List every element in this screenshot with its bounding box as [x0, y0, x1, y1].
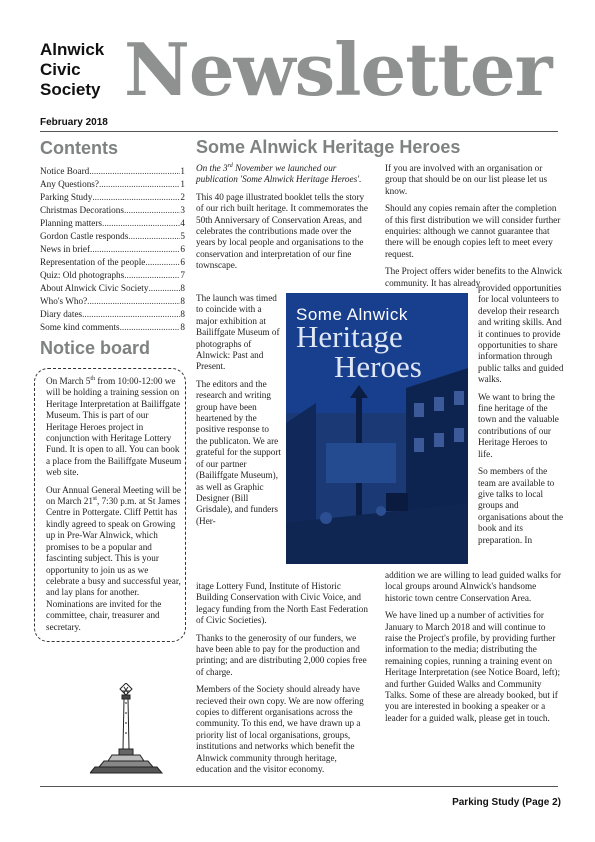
notice-text-span: , 7:30 p.m. at St James Centre in Pottergate. Cliff Pettit has kindly agreed to speak on Growing up in Pre-War Alnwick, which promises to be a popular and fascinting subject. This is your opportunity to join us as we celebrate a busy and successful year, and lay plans for another. Nominations are invited for the committee, chair, treasurer and secretary.	[46, 496, 181, 632]
contents-item-title: Gordon Castle responds	[40, 231, 129, 241]
contents-item[interactable]	[40, 243, 185, 256]
contents-leader-dots	[124, 204, 180, 217]
article-paragraph: The Project offers wider benefits to the Alnwick community. It has already	[385, 266, 563, 288]
contents-leader-dots	[92, 191, 180, 204]
contents-item-title: Planning matters	[40, 218, 103, 228]
article-column-3-narrow	[478, 283, 564, 552]
article-paragraph: addition we are willing to lead guided walks for local groups around Alnwick's handsome historic town centre Conservation Area.	[385, 570, 562, 603]
article-intro-span: On the 3	[196, 163, 228, 173]
cover-title-line: Heritage	[296, 319, 403, 354]
contents-leader-dots	[87, 295, 180, 308]
contents-leader-dots	[124, 269, 180, 282]
notice-text-span: Our Annual General Meeting will be on March 21	[46, 484, 181, 507]
contents-item-page: 8	[180, 322, 185, 332]
article-paragraph: This 40 page illustrated booklet tells the story of our rich built heritage. It commemorates the 50th Anniversary of Conservation Areas, and celebrates the contributions made over the years by local people and organisations to the conservation and interpretation of our fine townscape.	[196, 191, 368, 271]
article-paragraph: We want to bring the fine heritage of the town and the valuable contributions of our Heritage Heroes to life.	[478, 391, 559, 459]
article-column-2-narrow	[196, 293, 282, 533]
contents-item-page: 1	[180, 179, 185, 189]
contents-item-title: Notice Board	[40, 166, 90, 176]
article-column-3-bottom	[385, 570, 565, 730]
contents-leader-dots	[148, 282, 180, 295]
article-paragraph: The editors and the research and writing group have been heartened by the positive response to the publicaton. We are grateful for the support of our partner (Bailiffgate Museum), as well as Graphic Designer (Bill Grisdale), and funders (Her-	[196, 378, 281, 526]
contents-item-page: 2	[180, 192, 185, 202]
contents-item[interactable]	[40, 191, 185, 204]
article-paragraph: Thanks to the generosity of our funders, we have been able to pay for the production and printing; and are distributing 2,000 copies free of charge.	[196, 632, 367, 677]
article-heading: Some Alnwick Heritage Heroes	[196, 137, 461, 157]
contents-item[interactable]	[40, 165, 185, 178]
monument-illustration	[90, 683, 170, 778]
society-name-line: Society	[40, 80, 101, 99]
contents-leader-dots	[89, 165, 180, 178]
contents-item-title: Any Questions?	[40, 179, 99, 189]
contents-item[interactable]	[40, 308, 185, 321]
contents-item[interactable]	[40, 295, 185, 308]
contents-item-page: 8	[180, 283, 185, 293]
issue-date: February 2018	[40, 117, 108, 128]
contents-heading: Contents	[40, 138, 118, 158]
society-name-line: Alnwick	[40, 40, 105, 59]
article-paragraph: itage Lottery Fund, Institute of Historic Building Conservation with Civic Voice, and legacy funding from the North East Federation of Civic Societies).	[196, 581, 368, 626]
contents-item-title: Representation of the people	[40, 257, 146, 267]
contents-leader-dots	[128, 230, 180, 243]
contents-item-title: News in brief	[40, 244, 91, 254]
notice-sup: st	[92, 496, 97, 503]
notice-paragraph	[46, 485, 182, 633]
article-paragraph: provided opportunities for local volunteers to develop their research and writing skills. And it continues to provide opportunities to share information through public talks and guided walks.	[478, 283, 564, 385]
contents-item-title: Parking Study	[40, 192, 93, 202]
article-paragraph: So members of the team are available to give talks to local groups and organisations about the book and its preparation. In	[478, 466, 564, 545]
contents-item-page: 3	[180, 205, 185, 215]
contents-item-title: Diary dates	[40, 309, 83, 319]
contents-item-title: Christmas Decorations	[40, 205, 124, 215]
article-column-2-top	[196, 163, 372, 278]
article-column-3-top	[385, 163, 565, 295]
contents-item[interactable]	[40, 217, 185, 230]
article-paragraph: Members of the Society should already have recieved their own copy. We are now offering copies to different organisations across the community. To this end, we have drawn up a priority list of local organisations, groups, institutions and networks which benefit the Alnwick community through heritage, education and the visitor economy.	[196, 684, 364, 775]
cover-title-line: Some Alnwick	[296, 305, 408, 324]
article-paragraph: We have lined up a number of activities for January to March 2018 and will continue to raise the Project's profile, by providing further information to the media; distributing the remaining copies, running a training event on Heritage Interpretation (see Notice Board, left); and further Guided Walks and Community Talks. Some of these are already booked, but if you are interested in booking a speaker or a leader for a guided walk, please get in touch.	[385, 610, 560, 723]
cover-title-line: Heroes	[334, 349, 422, 384]
contents-item-page: 7	[180, 270, 185, 280]
contents-item-page: 1	[180, 166, 185, 176]
contents-item[interactable]	[40, 230, 185, 243]
contents-leader-dots	[90, 243, 180, 256]
society-name-line: Civic	[40, 60, 81, 79]
contents-item-page: 4	[180, 218, 185, 228]
footer-rule	[40, 786, 558, 787]
contents-leader-dots	[120, 321, 181, 334]
article-intro-span: November we launched our publication 'Some Alnwick Heritage Heroes'.	[196, 163, 362, 185]
contents-item[interactable]	[40, 282, 185, 295]
notice-sup: th	[90, 376, 96, 382]
notice-paragraph	[46, 376, 182, 479]
contents-item-title: About Alnwick Civic Society	[40, 283, 149, 293]
continued-on-link[interactable]: Parking Study (Page 2)	[452, 797, 561, 808]
article-paragraph: If you are involved with an organisation or group that should be on our list please let us know.	[385, 163, 548, 196]
contents-leader-dots	[82, 308, 180, 321]
contents-item-page: 8	[180, 296, 185, 306]
contents-leader-dots	[102, 217, 180, 230]
notice-board-heading: Notice board	[40, 338, 151, 358]
notice-board-text	[46, 376, 182, 639]
contents-leader-dots	[99, 178, 180, 191]
contents-item-page: 5	[180, 231, 185, 241]
contents-leader-dots	[145, 256, 180, 269]
contents-item-page: 6	[180, 244, 185, 254]
society-name	[40, 40, 104, 100]
contents-item[interactable]	[40, 269, 185, 282]
contents-item[interactable]	[40, 256, 185, 269]
article-paragraph: The launch was timed to coincide with a major exhibition at Bailiffgate Museum of photographs of Alnwick: Past and Present.	[196, 293, 280, 372]
contents-item-title: Who's Who?	[40, 296, 88, 306]
notice-text-span: On March 5	[46, 376, 91, 386]
article-paragraph: Should any copies remain after the completion of this first distribution we will consider further enquiries: although we cannot guarantee that there will be enough copies left to meet every request.	[385, 203, 561, 259]
contents-item[interactable]	[40, 178, 185, 191]
contents-list	[40, 165, 185, 334]
contents-item-page: 8	[180, 309, 185, 319]
contents-item-title: Some kind comments	[40, 322, 120, 332]
contents-item[interactable]	[40, 204, 185, 217]
article-intro	[196, 163, 372, 186]
article-column-2-bottom	[196, 581, 372, 782]
contents-item-page: 6	[180, 257, 185, 267]
header-rule	[40, 131, 558, 132]
newsletter-masthead: Newsletter	[124, 27, 552, 112]
contents-item[interactable]	[40, 321, 185, 334]
contents-item-title: Quiz: Old photographs	[40, 270, 125, 280]
article-intro-sup: rd	[227, 163, 233, 169]
notice-text-span: from 10:00-12:00 we will be holding a training session on Heritage Interpretation at Bailiffgate Museum. This is part of our Heritage Heroes project in conjunction with Heritage Lottery Fund. It is open to all. You can book a place from the Bailiffgate Museum web site.	[46, 376, 182, 478]
